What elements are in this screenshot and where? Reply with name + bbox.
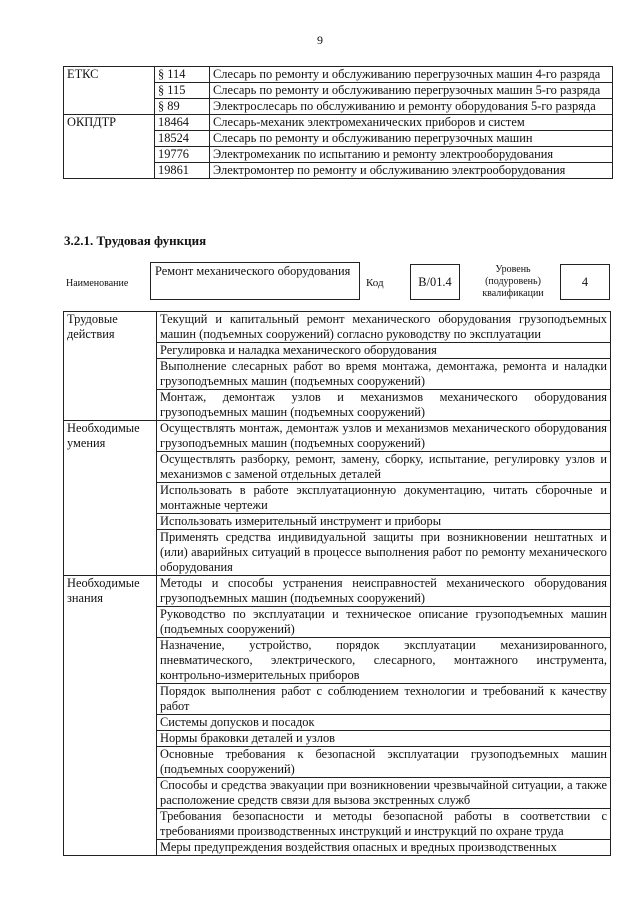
group-item-text: Применять средства индивидуальной защиты при возникновении нештатных и (или) аварийных ситуаций в процессе выполнения работ по ремонту механического оборудования xyxy=(157,530,611,576)
group-item-text: Использовать в работе эксплуатационную документацию, читать сборочные и монтажные чертежи xyxy=(157,483,611,514)
classification-number: § 115 xyxy=(155,83,210,99)
section-title: 3.2.1. Трудовая функция xyxy=(64,233,207,248)
group-item-text: Монтаж, демонтаж узлов и механизмов механического оборудования грузоподъемных машин (подъемных сооружений) xyxy=(157,390,611,421)
classification-number: 19776 xyxy=(155,147,210,163)
group-item-text: Использовать измерительный инструмент и приборы xyxy=(157,514,611,530)
table-row xyxy=(64,576,611,607)
name-value: Ремонт механического оборудования xyxy=(150,262,360,300)
code-label: Код xyxy=(366,277,384,289)
classification-number: 19861 xyxy=(155,163,210,179)
classification-title: Слесарь по ремонту и обслуживанию перегрузочных машин 5-го разряда xyxy=(210,83,613,99)
classification-title: Слесарь-механик электромеханических приборов и систем xyxy=(210,115,613,131)
group-label: Необходимые умения xyxy=(64,421,157,576)
name-label: Наименование xyxy=(66,278,129,289)
group-item-text: Назначение, устройство, порядок эксплуатации механизированного, пневматического, электрического, слесарного, монтажного инструмента, контрольно-измерительных приборов xyxy=(157,638,611,684)
group-item-text: Основные требования к безопасной эксплуатации грузоподъемных машин (подъемных сооружений) xyxy=(157,747,611,778)
level-value: 4 xyxy=(560,264,610,300)
classification-title: Электрослесарь по обслуживанию и ремонту оборудования 5-го разряда xyxy=(210,99,613,115)
group-item-text: Руководство по эксплуатации и техническое описание грузоподъемных машин (подъемных сооружений) xyxy=(157,607,611,638)
group-label: Необходимые знания xyxy=(64,576,157,856)
group-item-text: Осуществлять монтаж, демонтаж узлов и механизмов механического оборудования грузоподъемных машин (подъемных сооружений) xyxy=(157,421,611,452)
group-item-text: Способы и средства эвакуации при возникновении чрезвычайной ситуации, а также расположение средств связи для вызова экстренных служб xyxy=(157,778,611,809)
code-value: B/01.4 xyxy=(410,264,460,300)
classification-title: Слесарь по ремонту и обслуживанию перегрузочных машин xyxy=(210,131,613,147)
table-row xyxy=(64,67,613,83)
classification-code: ОКПДТР xyxy=(64,115,155,179)
classification-code: ЕТКС xyxy=(64,67,155,115)
group-label: Трудовые действия xyxy=(64,312,157,421)
group-item-text: Текущий и капитальный ремонт механического оборудования грузоподъемных машин (подъемных сооружений) согласно руководству по эксплуатации xyxy=(157,312,611,343)
classification-number: § 114 xyxy=(155,67,210,83)
classification-title: Слесарь по ремонту и обслуживанию перегрузочных машин 4-го разряда xyxy=(210,67,613,83)
table-row xyxy=(64,115,613,131)
level-label: Уровень (подуровень) квалификации xyxy=(482,264,544,299)
classification-number: 18524 xyxy=(155,131,210,147)
table-row xyxy=(64,421,611,452)
classification-number: 18464 xyxy=(155,115,210,131)
group-item-text: Порядок выполнения работ с соблюдением технологии и требований к качеству работ xyxy=(157,684,611,715)
group-item-text: Нормы браковки деталей и узлов xyxy=(157,731,611,747)
classification-table xyxy=(63,66,613,179)
group-item-text: Осуществлять разборку, ремонт, замену, сборку, испытание, регулировку узлов и механизмов с заменой отдельных деталей xyxy=(157,452,611,483)
table-row xyxy=(64,312,611,343)
group-item-text: Меры предупреждения воздействия опасных и вредных производственных xyxy=(157,840,611,856)
page-number: 9 xyxy=(317,33,323,47)
group-item-text: Регулировка и наладка механического оборудования xyxy=(157,343,611,359)
group-item-text: Выполнение слесарных работ во время монтажа, демонтажа, ремонта и наладки грузоподъемных машин (подъемных сооружений) xyxy=(157,359,611,390)
group-item-text: Системы допусков и посадок xyxy=(157,715,611,731)
classification-number: § 89 xyxy=(155,99,210,115)
group-item-text: Требования безопасности и методы безопасной работы в соответствии с требованиями производственных инструкций и инструкций по охране труда xyxy=(157,809,611,840)
classification-title: Электромонтер по ремонту и обслуживанию электрооборудования xyxy=(210,163,613,179)
classification-title: Электромеханик по испытанию и ремонту электрооборудования xyxy=(210,147,613,163)
function-details-table xyxy=(63,311,611,856)
group-item-text: Методы и способы устранения неисправностей механического оборудования грузоподъемных машин (подъемных сооружений) xyxy=(157,576,611,607)
